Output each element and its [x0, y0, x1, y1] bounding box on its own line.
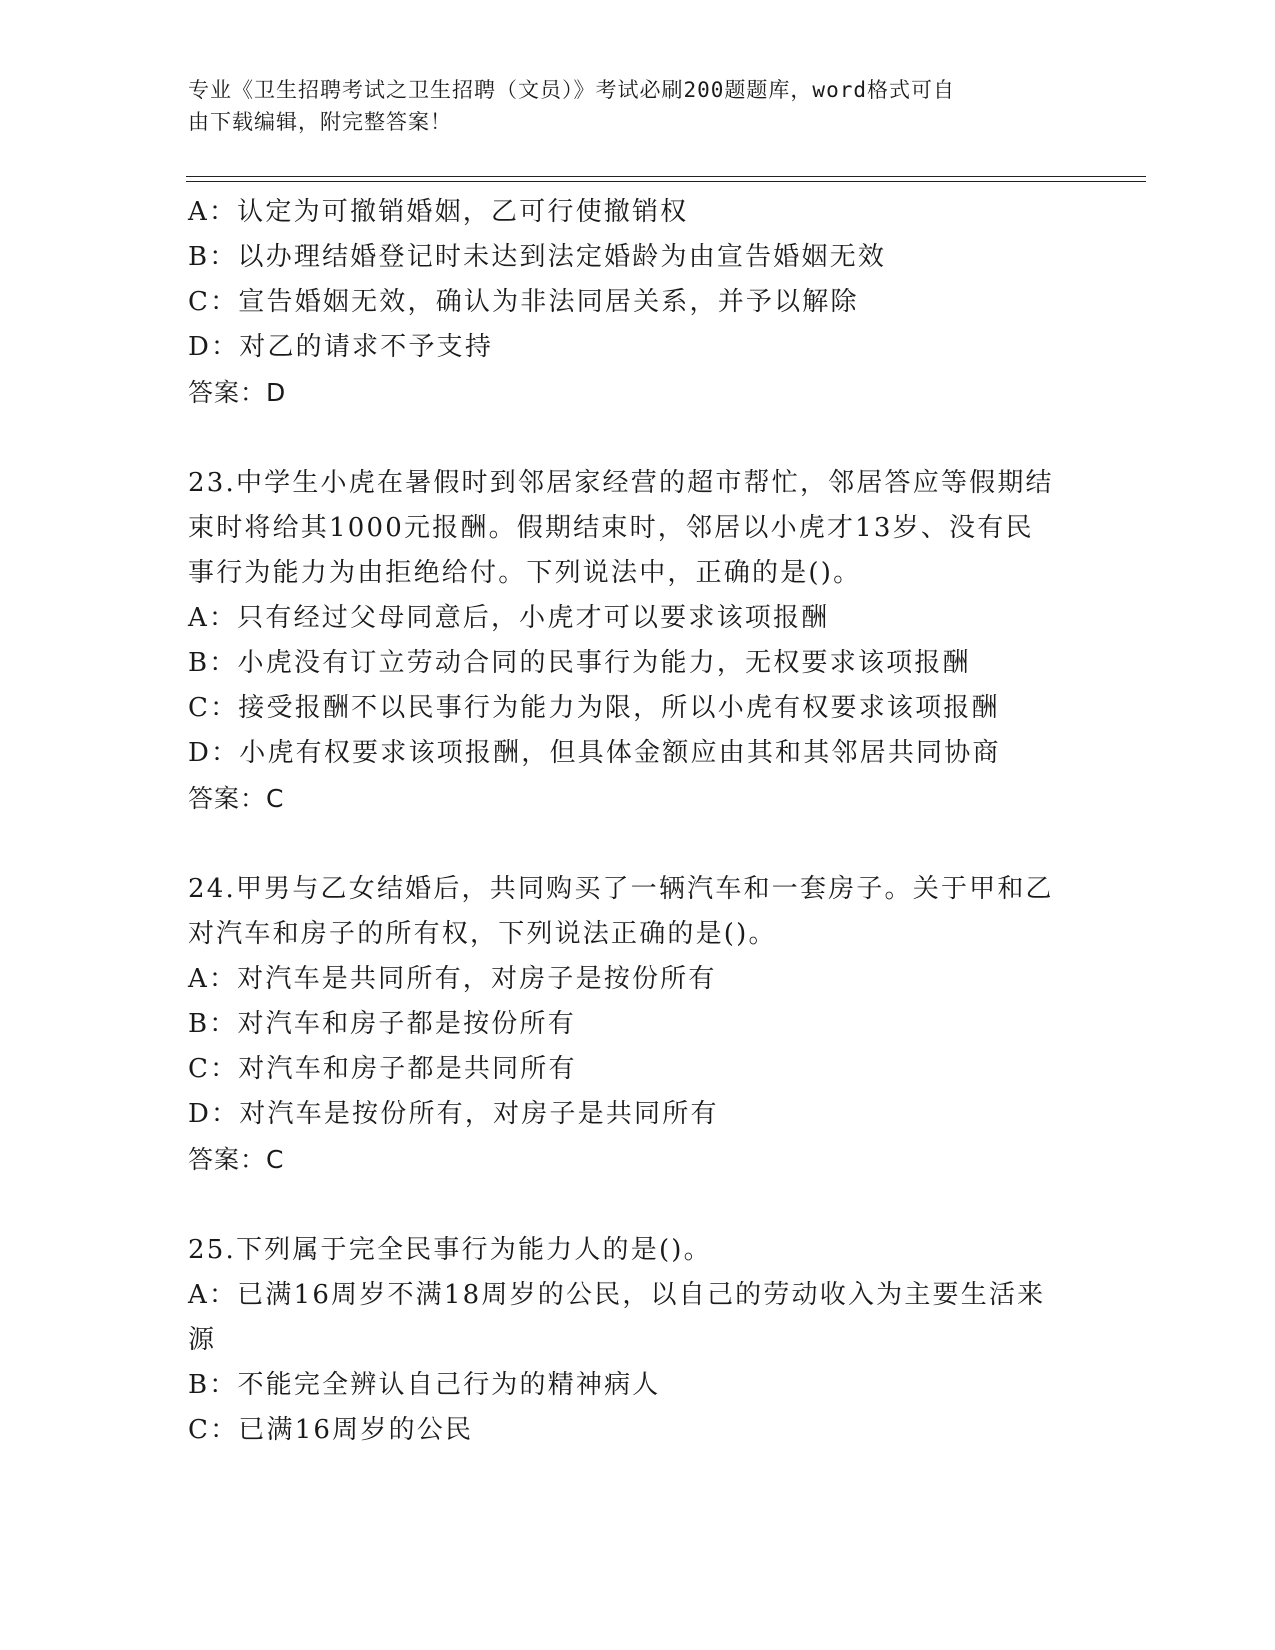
header-title-line-1: 专业《卫生招聘考试之卫生招聘（文员）》考试必刷200题题库，word格式可自: [188, 78, 955, 102]
question-spacer: [188, 415, 1088, 461]
question-spacer: [188, 821, 1088, 867]
option-b: B：不能完全辨认自己行为的精神病人: [188, 1370, 661, 1400]
question-spacer: [188, 1182, 1088, 1228]
option-c: C：接受报酬不以民事行为能力为限，所以小虎有权要求该项报酬: [188, 693, 1000, 723]
document-header: [188, 74, 1068, 138]
header-divider-bottom: [186, 181, 1146, 182]
option-b: B：对汽车和房子都是按份所有: [188, 1009, 576, 1039]
question-stem-line: 24.甲男与乙女结婚后，共同购买了一辆汽车和一套房子。关于甲和乙: [188, 874, 1054, 904]
question-stem-line: 23.中学生小虎在暑假时到邻居家经营的超市帮忙，邻居答应等假期结: [188, 468, 1054, 498]
header-title-line-2: 由下载编辑，附完整答案！: [188, 110, 452, 134]
question-stem-line: 对汽车和房子的所有权，下列说法正确的是()。: [188, 919, 777, 949]
option-c: C：宣告婚姻无效，确认为非法同居关系，并予以解除: [188, 287, 859, 317]
header-divider-top: [186, 176, 1146, 177]
question-24: [188, 867, 1088, 1182]
option-a-continued: 源: [188, 1325, 217, 1355]
question-23: [188, 461, 1088, 821]
option-a: A：只有经过父母同意后，小虎才可以要求该项报酬: [188, 603, 830, 633]
answer-line: 答案：C: [188, 784, 285, 813]
option-a: A：对汽车是共同所有，对房子是按份所有: [188, 964, 717, 994]
option-d: D：小虎有权要求该项报酬，但具体金额应由其和其邻居共同协商: [188, 738, 1001, 768]
option-a: A：认定为可撤销婚姻，乙可行使撤销权: [188, 197, 689, 227]
option-a: A：已满16周岁不满18周岁的公民，以自己的劳动收入为主要生活来: [188, 1280, 1046, 1310]
question-22: [188, 190, 1088, 415]
question-stem-line: 事行为能力为由拒绝给付。下列说法中，正确的是()。: [188, 558, 862, 588]
option-d: D：对汽车是按份所有，对房子是共同所有: [188, 1099, 719, 1129]
option-d: D：对乙的请求不予支持: [188, 332, 494, 362]
option-b: B：小虎没有订立劳动合同的民事行为能力，无权要求该项报酬: [188, 648, 971, 678]
answer-line: 答案：D: [188, 378, 287, 407]
option-c: C：对汽车和房子都是共同所有: [188, 1054, 577, 1084]
question-content: [188, 190, 1088, 1453]
answer-line: 答案：C: [188, 1145, 285, 1174]
question-stem-line: 束时将给其1000元报酬。假期结束时，邻居以小虎才13岁、没有民: [188, 513, 1034, 543]
question-25: [188, 1228, 1088, 1453]
option-b: B：以办理结婚登记时未达到法定婚龄为由宣告婚姻无效: [188, 242, 887, 272]
option-c: C：已满16周岁的公民: [188, 1415, 474, 1445]
question-stem-line: 25.下列属于完全民事行为能力人的是()。: [188, 1235, 712, 1265]
